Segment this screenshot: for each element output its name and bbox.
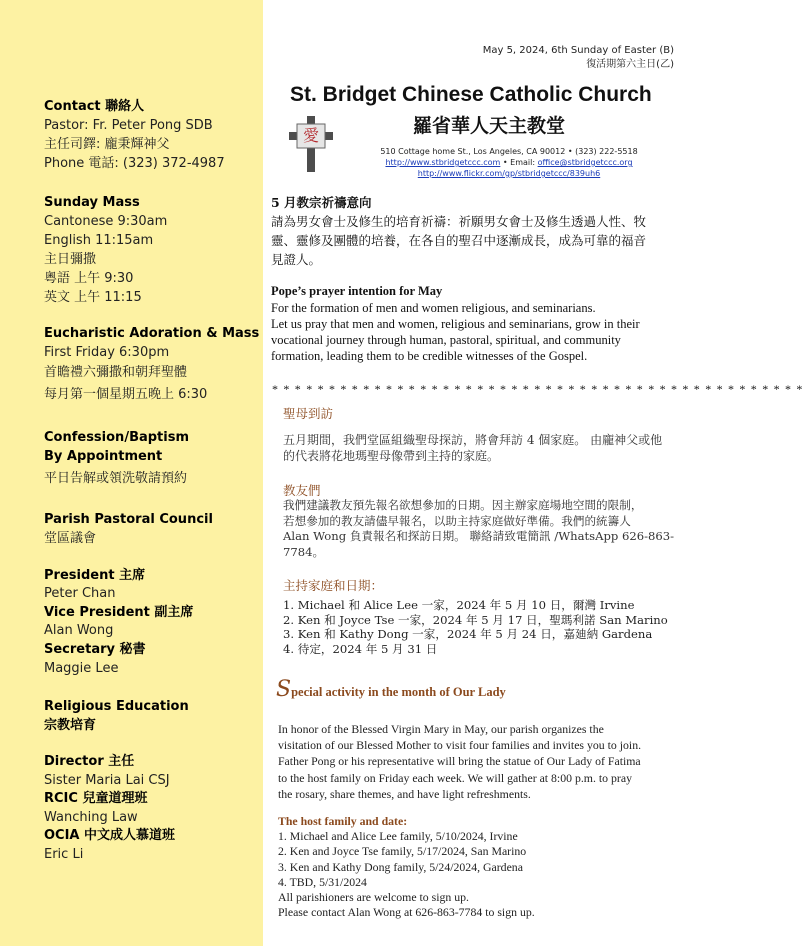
contact-heading: Contact 聯絡人 [44, 99, 145, 114]
president-label: President 主席 [44, 568, 146, 583]
church-name: St. Bridget Chinese Catholic Church [290, 83, 652, 106]
mass-line: 主日彌撒 [44, 252, 97, 267]
prayer-text-en: For the formation of men and women religious, and seminarians. Let us pray that men and women, religious and seminarians, grow in their vocational journey through human, pastoral, spiritual, and community formation, leading them to be credible witnesses of the Gospel. [271, 301, 640, 363]
mass-line: Cantonese 9:30am [44, 214, 168, 229]
religious-ed-zh: 宗教培育 [44, 718, 97, 733]
mass-line: 粵語 上午 9:30 [44, 271, 134, 286]
list-item: 4. TBD, 5/31/2024 [278, 874, 367, 889]
hosts-list-en [278, 829, 535, 921]
list-item: 4. 待定，2024 年 5 月 31 日 [283, 641, 438, 656]
confession-heading: Confession/Baptism [44, 430, 190, 445]
religious-ed-heading: Religious Education [44, 699, 189, 714]
list-item: 3. Ken 和 Kathy Dong 一家，2024 年 5 月 24 日，嘉廸納 Gardena [283, 627, 653, 641]
vp-name: Alan Wong [44, 623, 114, 638]
email-label: • Email: [500, 158, 538, 167]
list-item: 1. Michael and Alice Lee family, 5/10/2024, Irvine [278, 829, 518, 843]
visit-text-zh: 五月期間，我們堂區組織聖母探訪，將會拜訪 4 個家庭。 由龐神父或他 的代表將花地瑪聖母像帶到主持的家庭。 [283, 433, 663, 463]
ocia-name: Eric Li [44, 847, 84, 862]
adoration-line: 首瞻禮六彌撒和朝拜聖體 [44, 365, 188, 380]
director-label: Director 主任 [44, 754, 135, 769]
ocia-label: OCIA 中文成人慕道班 [44, 828, 176, 843]
visit-text-en: In honor of the Blessed Virgin Mary in May, our parish organizes the visitation of our Blessed Mother to visit four families and invites you to join. Father Pong or his representative will bring the statue of Our Lady of Fatima to the host family on Friday each week. We will gather at 8:00 p.m. to pray the rosary, share themes, and have light refreshments. [278, 722, 642, 801]
secretary-label: Secretary 秘書 [44, 642, 146, 657]
prayer-text-zh: 請為男女會士及修生的培育祈禱：祈願男女會士及修生透過人性、牧 靈、靈修及團體的培養，在各自的聖召中逐漸成長，成為可靠的福音 見證人。 [271, 214, 647, 267]
adoration-line: First Friday 6:30pm [44, 345, 170, 360]
closing-line: All parishioners are welcome to sign up. [278, 890, 469, 905]
hosts-title-en: The host family and date: [278, 814, 408, 828]
contact-block [359, 146, 659, 179]
members-text-zh: 我們建議教友預先報名欲想參加的日期。因主辦家庭場地空間的限制， 若想參加的教友請儘早報名，以助主持家庭做好準備。我們的統籌人 Alan Wong 負責報名和探訪日期。 聯絡請致電簡訊 /WhatsApp 626-863- 7784。 [283, 498, 675, 559]
vp-label: Vice President 副主席 [44, 605, 194, 620]
adoration-line: 每月第一個星期五晚上 6:30 [44, 387, 208, 402]
address-line: 510 Cottage home St., Los Angeles, CA 90012 • (323) 222-5518 [380, 147, 638, 156]
email-link[interactable]: office@stbridgetccc.org [537, 158, 633, 167]
adoration-heading: Eucharistic Adoration & Mass [44, 326, 260, 341]
phone: Phone 電話: (323) 372-4987 [44, 156, 225, 171]
visit-title-zh: 聖母到訪 [283, 406, 334, 421]
mass-line: English 11:15am [44, 233, 154, 248]
mass-line: 英文 上午 11:15 [44, 290, 142, 305]
hosts-list-zh [283, 598, 668, 656]
sidebar [0, 0, 263, 946]
members-title-zh: 教友們 [283, 483, 321, 498]
bulletin-date-zh: 復活期第六主日(乙) [586, 59, 674, 70]
pastor-name: Pastor: Fr. Peter Pong SDB [44, 118, 213, 133]
list-item: 2. Ken and Joyce Tse family, 5/17/2024, San Marino [278, 844, 527, 859]
mass-heading: Sunday Mass [44, 195, 140, 210]
list-item: 2. Ken 和 Joyce Tse 一家，2024 年 5 月 17 日，聖瑪利諾 San Marino [283, 612, 668, 627]
hosts-title-zh: 主持家庭和日期： [283, 578, 384, 593]
closing-line: Please contact Alan Wong at 626-863-7784 to sign up. [278, 905, 535, 920]
church-name-zh: 羅省華人天主教堂 [413, 115, 566, 137]
council-heading: Parish Pastoral Council [44, 512, 213, 527]
confession-heading-2: By Appointment [44, 449, 163, 464]
council-zh: 堂區議會 [44, 531, 97, 546]
flickr-link[interactable]: http://www.flickr.com/gp/stbridgetccc/839uh6 [417, 169, 601, 178]
list-item: 3. Ken and Kathy Dong family, 5/24/2024, Gardena [278, 859, 523, 874]
website-link[interactable]: http://www.stbridgetccc.com [385, 158, 501, 167]
director-name: Sister Maria Lai CSJ [44, 773, 170, 788]
special-activity-title: Special activity in the month of Our Lady [276, 677, 506, 702]
rcic-name: Wanching Law [44, 810, 138, 825]
logo-character: 愛 [302, 126, 319, 145]
prayer-title-en: Pope’s prayer intention for May [271, 284, 443, 298]
section-separator: * * * * * * * * * * * * * * * * * * * * * * * * * * * * * * * * * * * * * * * * * * * * * * * [272, 382, 804, 396]
pastor-name-zh: 主任司鐸: 龐秉輝神父 [44, 137, 170, 152]
president-name: Peter Chan [44, 586, 116, 601]
secretary-name: Maggie Lee [44, 661, 119, 676]
confession-line: 平日告解或領洗敬請預約 [44, 471, 188, 486]
rcic-label: RCIC 兒童道理班 [44, 791, 148, 806]
church-logo-icon [285, 114, 337, 174]
bulletin-date: May 5, 2024, 6th Sunday of Easter (B) [482, 45, 674, 56]
prayer-title-zh: 5 月教宗祈禱意向 [271, 195, 372, 210]
list-item: 1. Michael 和 Alice Lee 一家，2024 年 5 月 10 日，爾灣 Irvine [283, 598, 635, 612]
